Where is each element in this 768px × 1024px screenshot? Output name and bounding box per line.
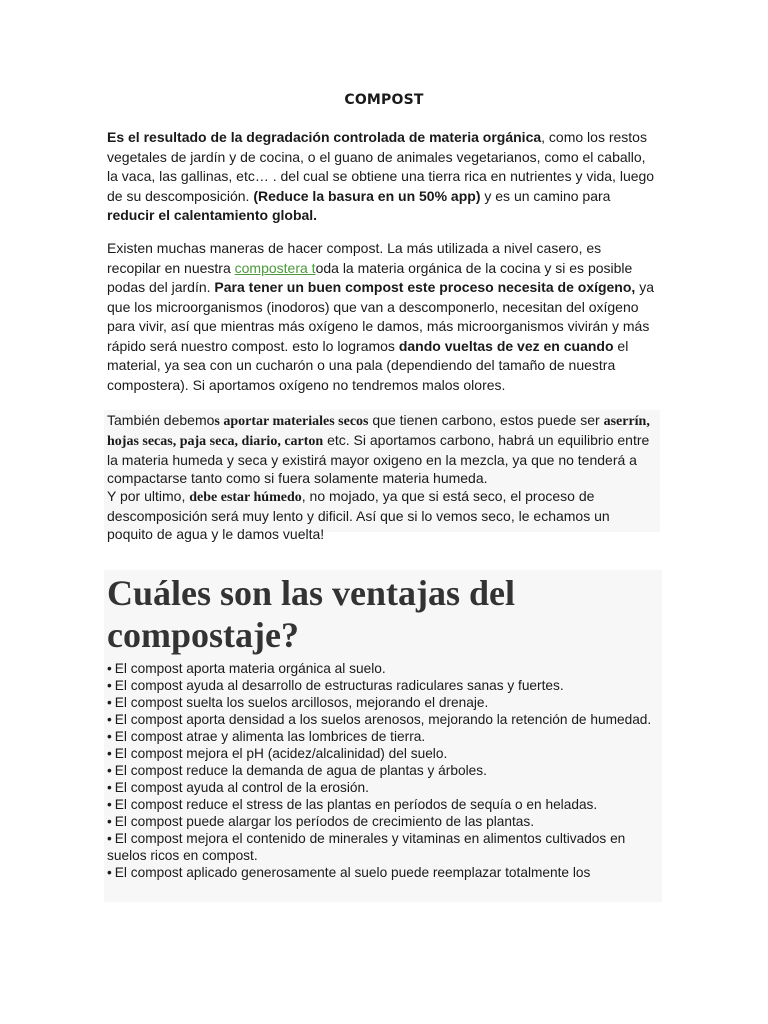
bullet-icon: • bbox=[107, 712, 112, 727]
bullet-icon: • bbox=[107, 865, 112, 880]
benefit-text: El compost ayuda al control de la erosión. bbox=[114, 780, 369, 795]
benefits-heading: Cuáles son las ventajas del compostaje? bbox=[107, 573, 516, 655]
method-text: Existen muchas maneras de hacer compost. La más utilizada a nivel casero, es recopilar en nuestra bbox=[107, 240, 602, 276]
benefit-item bbox=[107, 762, 662, 779]
bullet-icon: • bbox=[107, 763, 112, 778]
compostera-link[interactable]: compostera t bbox=[234, 259, 316, 276]
benefit-text: El compost puede alargar los períodos de crecimiento de las plantas. bbox=[114, 814, 535, 829]
benefit-text: El compost aplicado generosamente al suelo puede reemplazar totalmente los bbox=[114, 865, 591, 880]
benefit-item bbox=[107, 779, 662, 796]
benefit-text: El compost aporta materia orgánica al suelo. bbox=[114, 661, 386, 676]
bullet-icon: • bbox=[107, 661, 112, 676]
benefit-text: El compost reduce la demanda de agua de plantas y árboles. bbox=[114, 763, 487, 778]
benefit-text: El compost atrae y alimenta las lombrices de tierra. bbox=[114, 729, 426, 744]
method-text-4: el material, ya sea con un cucharón o una pala (dependiendo del tamaño de nuestra compostera). Si aportamos oxígeno no tendremos malos olores. bbox=[107, 337, 629, 393]
intro-text-2: y es un camino para bbox=[480, 187, 611, 204]
benefit-item bbox=[107, 864, 662, 881]
benefit-item bbox=[107, 830, 662, 864]
benefit-text: El compost suelta los suelos arcillosos, mejorando el drenaje. bbox=[114, 695, 489, 710]
method-text-3: ya que los microorganismos (inodoros) que van a descomponerlo, necesitan del oxígeno para vivir, así que mientras más oxígeno le damos, más microorganismos vivirán y más rápido será nuestro compost. esto lo logramos bbox=[107, 279, 654, 354]
moisture-emphasis: debe estar húmedo bbox=[189, 490, 302, 505]
benefit-item bbox=[107, 677, 662, 694]
benefit-text: El compost reduce el stress de las plantas en períodos de sequía o en heladas. bbox=[114, 797, 598, 812]
global-warming-text: reducir el calentamiento global. bbox=[107, 207, 318, 223]
bullet-icon: • bbox=[107, 729, 112, 744]
dry-text-3: etc. Si aportamos carbono, habrá un equilibrio entre la materia humeda y seca y existirá mayor oxigeno en la mezcla, ya que no tenderá a compactarse tanto como si fuera solamente materia humeda. bbox=[107, 432, 650, 486]
definition-text: Es el resultado de la degradación controlada de materia orgánica bbox=[107, 129, 542, 145]
benefit-item bbox=[107, 745, 662, 762]
page-title: COMPOST bbox=[344, 92, 424, 108]
benefit-item bbox=[107, 813, 662, 830]
benefit-text: El compost aporta densidad a los suelos arenosos, mejorando la retención de humedad. bbox=[114, 712, 652, 727]
benefit-text: El compost mejora el pH (acidez/alcalinidad) del suelo. bbox=[114, 746, 448, 761]
moisture-text: Y por ultimo, bbox=[107, 488, 190, 504]
dry-materials-list: aserrín, hojas secas, paja seca, diario, carton bbox=[107, 414, 650, 449]
benefit-item bbox=[107, 796, 662, 813]
benefit-item bbox=[107, 660, 662, 677]
benefit-item bbox=[107, 728, 662, 745]
bullet-icon: • bbox=[107, 678, 112, 693]
turn-text: dando vueltas de vez en cuando bbox=[398, 337, 614, 354]
moisture-text-2: , no mojado, ya que si está seco, el proceso de descomposición será muy lento y dificil. Así que si lo vemos seco, le echamos un poquito de agua y le damos vuelta! bbox=[107, 488, 610, 542]
waste-reduction-text: (Reduce la basura en un 50% app) bbox=[253, 187, 481, 204]
intro-text: , como los restos vegetales de jardín y de cocina, o el guano de animales vegetarianos, como el caballo, la vaca, las gallinas, etc… . del cual se obtiene una tierra rica en nutrientes y vida, luego de su descomposición. bbox=[107, 129, 655, 204]
benefit-item bbox=[107, 694, 662, 711]
bullet-icon: • bbox=[107, 814, 112, 829]
benefit-text: El compost ayuda al desarrollo de estructuras radiculares sanas y fuertes. bbox=[114, 678, 564, 693]
method-paragraph bbox=[107, 239, 655, 395]
method-text-2: oda la materia orgánica de la cocina y si es posible podas del jardín. bbox=[107, 259, 633, 295]
dry-text-2: que tienen carbono, estos puede ser bbox=[368, 412, 604, 428]
bullet-icon: • bbox=[107, 695, 112, 710]
dry-text: También debemo bbox=[107, 412, 215, 428]
dry-materials-paragraph bbox=[107, 411, 657, 543]
benefits-list bbox=[107, 660, 662, 881]
bullet-icon: • bbox=[107, 797, 112, 812]
benefit-item bbox=[107, 711, 662, 728]
oxygen-text: Para tener un buen compost este proceso necesita de oxígeno, bbox=[214, 279, 636, 295]
intro-paragraph bbox=[107, 128, 655, 226]
bullet-icon: • bbox=[107, 831, 112, 846]
benefit-text: El compost mejora el contenido de minerales y vitaminas en alimentos cultivados en suelos ricos en compost. bbox=[107, 831, 626, 863]
dry-materials-emphasis: s aportar materiales secos bbox=[214, 414, 369, 429]
bullet-icon: • bbox=[107, 780, 112, 795]
bullet-icon: • bbox=[107, 746, 112, 761]
